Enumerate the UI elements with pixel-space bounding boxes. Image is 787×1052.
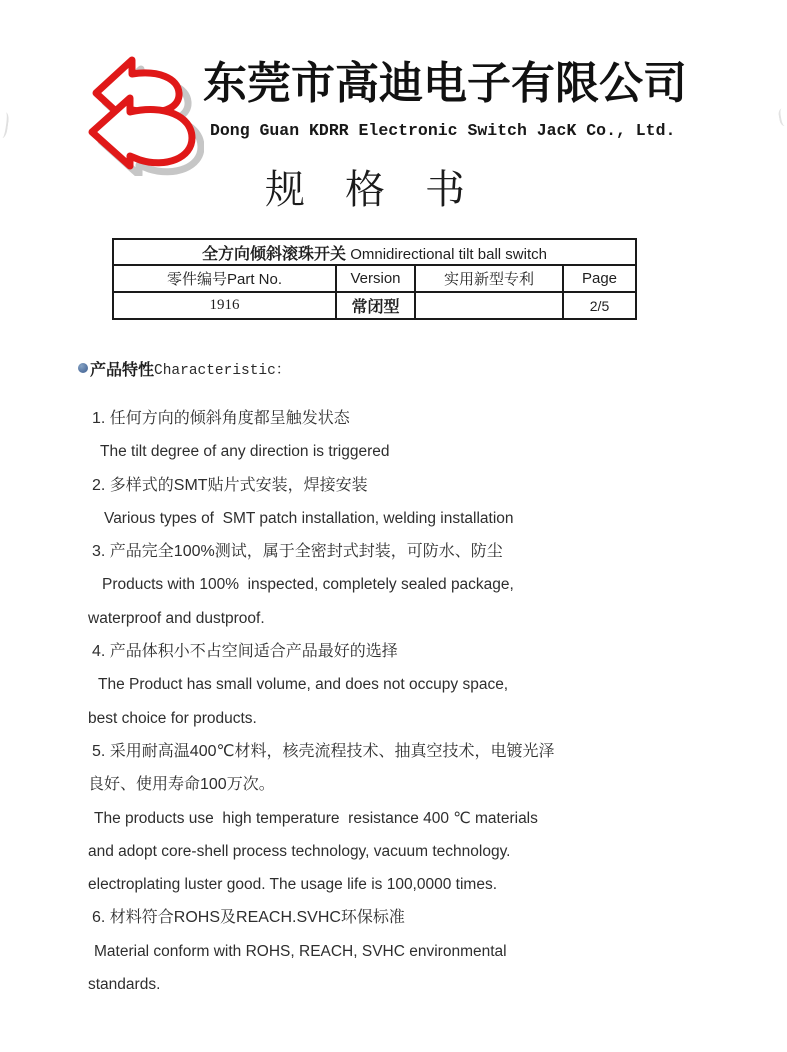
spec-table-header-row <box>113 265 636 292</box>
feature-line: 5. 采用耐高温400℃材料，核壳流程技术、抽真空技术，电镀光泽 <box>92 742 555 760</box>
scan-artifact <box>778 107 787 127</box>
spec-table-title-row <box>113 239 636 265</box>
document-title: 规 格 书 <box>265 168 465 212</box>
bullet-icon <box>78 363 88 373</box>
feature-line: best choice for products. <box>88 709 257 727</box>
feature-list <box>88 402 728 1001</box>
feature-line: The Product has small volume, and does not occupy space, <box>98 676 509 694</box>
feature-line: 3. 产品完全100%测试，属于全密封式封装，可防水、防尘 <box>92 543 503 561</box>
feature-line: and adopt core-shell process technology, vacuum technology. <box>88 842 511 860</box>
company-name-en: Dong Guan KDRR Electronic Switch JacK Co., Ltd. <box>210 121 676 140</box>
table-value-cell <box>415 292 563 319</box>
feature-line: 6. 材料符合ROHS及REACH.SVHC环保标准 <box>92 909 405 927</box>
feature-line: 良好、使用寿命100万次。 <box>88 776 275 794</box>
characteristic-heading-cn: 产品特性 <box>90 361 155 379</box>
characteristic-heading <box>78 357 290 379</box>
table-header-cell: Version <box>336 265 415 292</box>
table-value-cell: 1916 <box>113 292 336 319</box>
feature-line: 1. 任何方向的倾斜角度都呈触发状态 <box>92 410 350 427</box>
product-title-cn: 全方向倾斜滚珠开关 <box>202 245 347 263</box>
table-value-cell: 2/5 <box>563 292 636 319</box>
product-title-cell <box>113 239 636 265</box>
feature-line: 4. 产品体积小不占空间适合产品最好的选择 <box>92 643 398 661</box>
company-name-cn: 东莞市高迪电子有限公司 <box>203 59 687 108</box>
table-header-cell: Page <box>563 265 636 292</box>
characteristic-heading-en: Characteristic： <box>154 362 291 379</box>
spec-table <box>112 238 637 320</box>
feature-line: 2. 多样式的SMT贴片式安装，焊接安装 <box>92 476 368 494</box>
feature-line: standards. <box>88 976 161 994</box>
table-header-cell: 零件编号Part No. <box>113 265 336 292</box>
feature-line: Various types of SMT patch installation, welding installation <box>104 509 514 527</box>
product-title-en: Omnidirectional tilt ball switch <box>350 245 547 263</box>
feature-line: The tilt degree of any direction is triggered <box>100 443 390 461</box>
table-header-cell: 实用新型专利 <box>415 265 563 292</box>
table-value-cell: 常闭型 <box>336 292 415 319</box>
feature-line: Material conform with ROHS, REACH, SVHC environmental <box>94 942 507 960</box>
feature-line: waterproof and dustproof. <box>88 609 265 627</box>
scan-artifact <box>0 111 10 138</box>
feature-line: Products with 100% inspected, completely sealed package, <box>102 576 514 594</box>
feature-line: The products use high temperature resistance 400 ℃ materials <box>94 809 538 827</box>
spec-table-value-row <box>113 292 636 319</box>
company-logo-icon <box>86 46 204 176</box>
feature-line: electroplating luster good. The usage life is 100,0000 times. <box>88 876 497 894</box>
